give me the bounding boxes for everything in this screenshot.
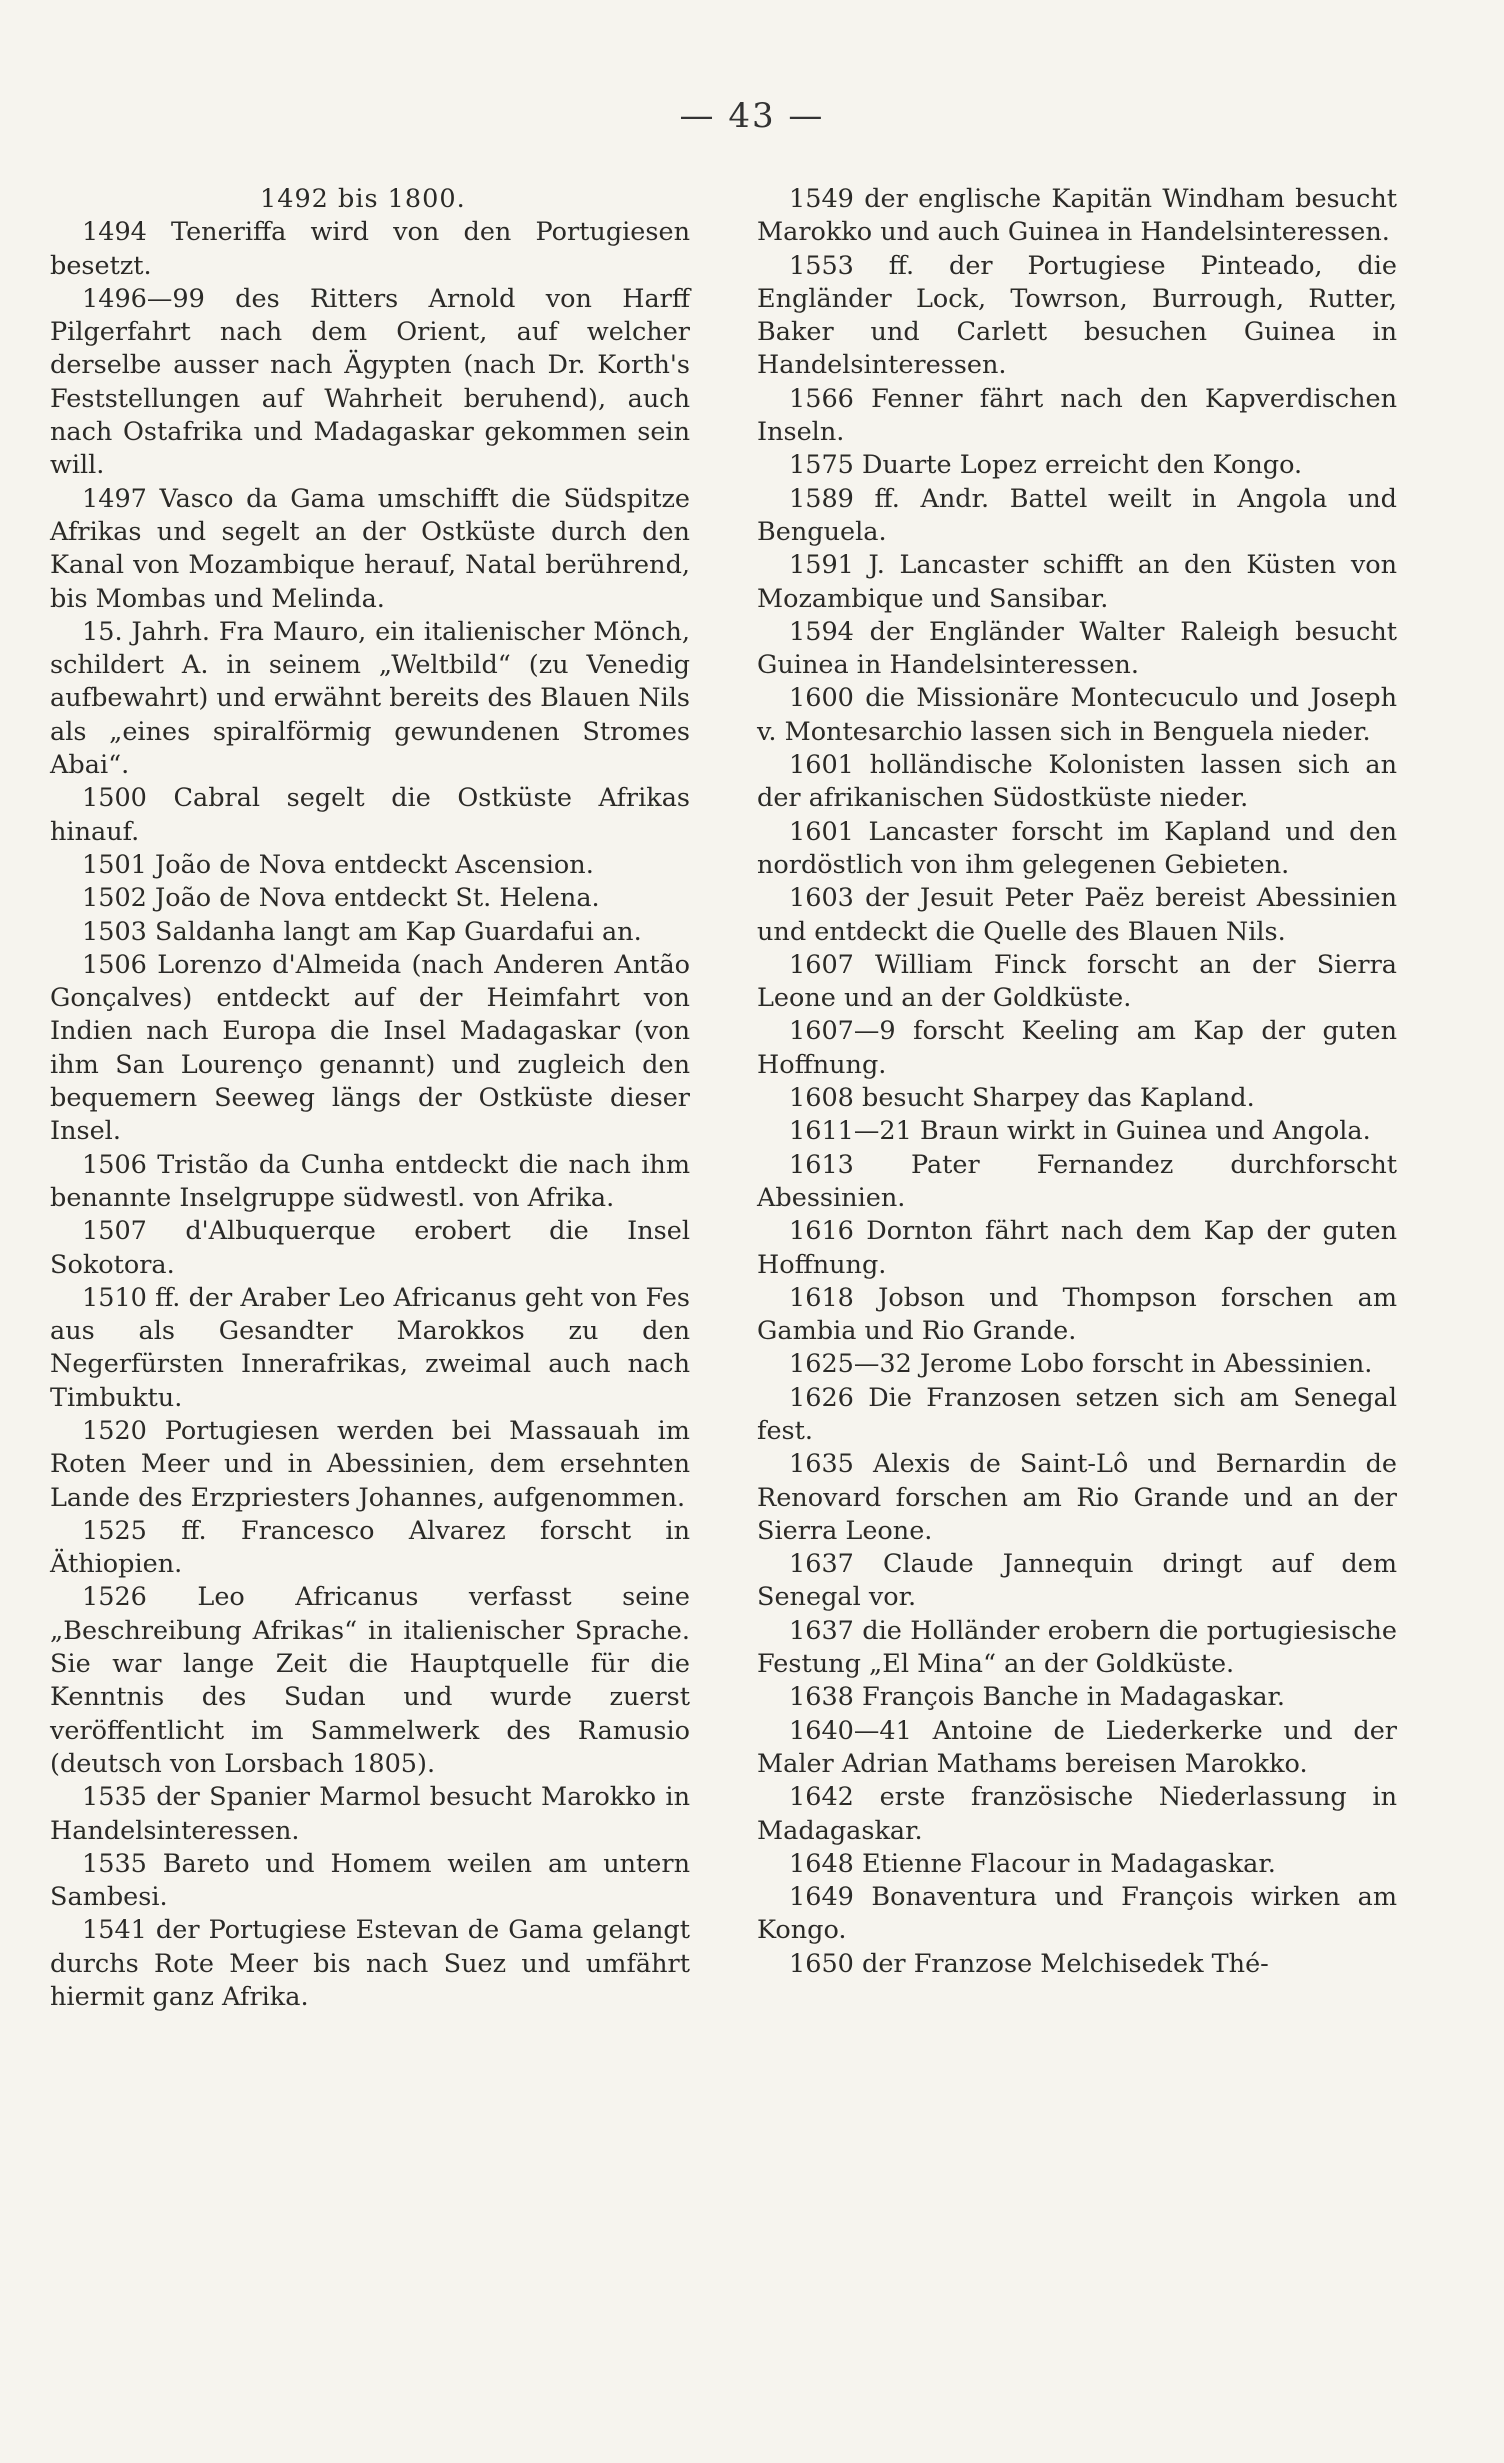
chronology-entry: 1613 Pater Fernandez durchforscht Abessinien. xyxy=(757,1149,1397,1213)
chronology-entry: 1601 holländische Kolonisten lassen sich an der afrikanischen Südostküste nieder. xyxy=(757,750,1397,814)
chronology-entry: 1607—9 forscht Keeling am Kap der guten Hoffnung. xyxy=(757,1016,1397,1080)
chronology-entry: 1575 Duarte Lopez erreicht den Kongo. xyxy=(789,450,1303,481)
chronology-entry: 1497 Vasco da Gama umschifft die Südspitze Afrikas und segelt an der Ostküste durch den Kanal von Mozambique herauf, Natal berührend, bis Mombas und Melinda. xyxy=(50,483,690,614)
chronology-entry: 1535 Bareto und Homem weilen am untern Sambesi. xyxy=(50,1848,690,1913)
chronology-entry: 1642 erste französische Niederlassung in Madagaskar. xyxy=(757,1782,1397,1846)
right-column xyxy=(757,183,1397,1981)
chronology-entry: 1611—21 Braun wirkt in Guinea und Angola. xyxy=(789,1116,1371,1147)
left-column xyxy=(50,183,690,2014)
chronology-entry: 1506 Tristão da Cunha entdeckt die nach ihm benannte Inselgruppe südwestl. von Afrika. xyxy=(50,1149,690,1213)
chronology-entry: 1525 ff. Francesco Alvarez forscht in Äthiopien. xyxy=(50,1515,690,1580)
chronology-entry: 1526 Leo Africanus verfasst seine „Beschreibung Afrikas“ in italienischer Sprache. Sie war lange Zeit die Hauptquelle für die Kenntnis des Sudan und wurde zuerst veröffentlicht im Sammelwerk des Ramusio (deutsch von Lorsbach 1805). xyxy=(50,1582,690,1779)
chronology-entry: 1503 Saldanha langt am Kap Guardafui an. xyxy=(82,916,642,947)
chronology-entry: 1649 Bonaventura und François wirken am Kongo. xyxy=(757,1882,1397,1946)
chronology-entry: 1616 Dornton fährt nach dem Kap der guten Hoffnung. xyxy=(757,1216,1397,1280)
chronology-entry: 1541 der Portugiese Estevan de Gama gelangt durchs Rote Meer bis nach Suez und umfährt hiermit ganz Afrika. xyxy=(50,1915,690,2013)
chronology-entry: 1506 Lorenzo d'Almeida (nach Anderen Antão Gonçalves) entdeckt auf der Heimfahrt von Indien nach Europa die Insel Madagaskar (von ihm San Lourenço genannt) und zugleich den bequemern Seeweg längs der Ostküste dieser Insel. xyxy=(50,949,690,1147)
chronology-entry: 1566 Fenner fährt nach den Kapverdischen Inseln. xyxy=(757,383,1397,448)
chronology-entry: 1502 João de Nova entdeckt St. Helena. xyxy=(82,883,600,914)
chronology-entry: 1637 Claude Jannequin dringt auf dem Senegal vor. xyxy=(757,1549,1397,1613)
chronology-entry: 1650 der Franzose Melchisedek Thé- xyxy=(789,1948,1269,1979)
section-heading: 1492 bis 1800. xyxy=(260,184,466,214)
chronology-entry: 1594 der Engländer Walter Raleigh besucht Guinea in Handelsinteressen. xyxy=(757,616,1397,681)
chronology-entry: 1601 Lancaster forscht im Kapland und den nordöstlich von ihm gelegenen Gebieten. xyxy=(757,816,1397,880)
chronology-entry: 1520 Portugiesen werden bei Massauah im Roten Meer und in Abessinien, dem ersehnten Lande des Erzpriesters Johannes, aufgenommen. xyxy=(50,1415,690,1513)
chronology-entry: 1553 ff. der Portugiese Pinteado, die Engländer Lock, Towrson, Burrough, Rutter, Baker und Carlett besuchen Guinea in Handelsinteressen. xyxy=(757,250,1397,381)
chronology-entry: 1625—32 Jerome Lobo forscht in Abessinien. xyxy=(789,1349,1373,1380)
chronology-entry: 1501 João de Nova entdeckt Ascension. xyxy=(82,849,594,880)
chronology-entry: 1494 Teneriffa wird von den Portugiesen besetzt. xyxy=(50,217,690,281)
chronology-entry: 1535 der Spanier Marmol besucht Marokko in Handelsinteressen. xyxy=(50,1782,690,1846)
chronology-entry: 1591 J. Lancaster schifft an den Küsten von Mozambique und Sansibar. xyxy=(757,550,1397,614)
chronology-entry: 1638 François Banche in Madagaskar. xyxy=(789,1682,1286,1713)
chronology-entry: 1607 William Finck forscht an der Sierra Leone und an der Goldküste. xyxy=(757,949,1397,1014)
chronology-entry: 1648 Etienne Flacour in Madagaskar. xyxy=(789,1848,1276,1879)
chronology-entry: 1626 Die Franzosen setzen sich am Senegal fest. xyxy=(757,1382,1397,1446)
chronology-entry: 1600 die Missionäre Montecuculo und Joseph v. Montesarchio lassen sich in Benguela nieder. xyxy=(757,683,1397,747)
chronology-entry: 1510 ff. der Araber Leo Africanus geht von Fes aus als Gesandter Marokkos zu den Negerfürsten Innerafrikas, zweimal auch nach Timbuktu. xyxy=(50,1282,690,1413)
chronology-entry: 1618 Jobson und Thompson forschen am Gambia und Rio Grande. xyxy=(757,1282,1397,1347)
chronology-entry: 1500 Cabral segelt die Ostküste Afrikas hinauf. xyxy=(50,783,690,847)
page-number: — 43 — xyxy=(679,96,825,136)
chronology-entry: 1603 der Jesuit Peter Paëz bereist Abessinien und entdeckt die Quelle des Blauen Nils. xyxy=(757,883,1397,947)
chronology-entry: 1608 besucht Sharpey das Kapland. xyxy=(789,1083,1255,1114)
chronology-entry: 1496—99 des Ritters Arnold von Harff Pilgerfahrt nach dem Orient, auf welcher derselbe ausser nach Ägypten (nach Dr. Korth's Feststellungen auf Wahrheit beruhend), auch nach Ostafrika und Madagaskar gekommen sein will. xyxy=(50,283,690,481)
chronology-entry: 1507 d'Albuquerque erobert die Insel Sokotora. xyxy=(50,1216,690,1280)
chronology-entry: 1549 der englische Kapitän Windham besucht Marokko und auch Guinea in Handelsinteressen. xyxy=(757,184,1397,248)
chronology-entry: 1637 die Holländer erobern die portugiesische Festung „El Mina“ an der Goldküste. xyxy=(757,1615,1397,1680)
chronology-entry: 15. Jahrh. Fra Mauro, ein italienischer Mönch, schildert A. in seinem „Weltbild“ (zu Venedig aufbewahrt) und erwähnt bereits des Blauen Nils als „eines spiralförmig gewundenen Stromes Abai“. xyxy=(50,616,690,781)
chronology-entry: 1640—41 Antoine de Liederkerke und der Maler Adrian Mathams bereisen Marokko. xyxy=(757,1715,1397,1779)
chronology-entry: 1635 Alexis de Saint-Lô und Bernardin de Renovard forschen am Rio Grande und an der Sierra Leone. xyxy=(757,1449,1397,1546)
chronology-entry: 1589 ff. Andr. Battel weilt in Angola und Benguela. xyxy=(757,483,1397,547)
